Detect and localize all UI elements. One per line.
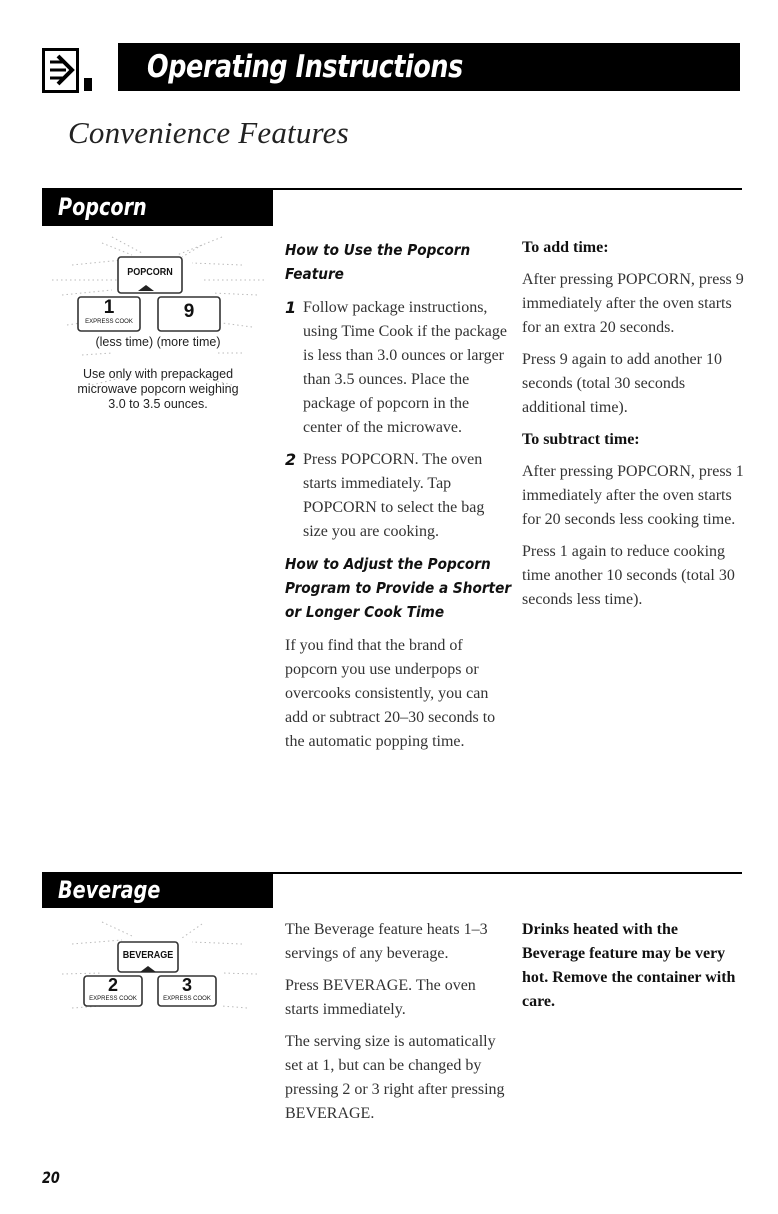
beverage-paragraph-3: The serving size is automatically set at 1, but can be changed by pressing 2 or 3 right after pressing BEVERAGE. [285, 1033, 505, 1122]
popcorn-step-1 [285, 296, 507, 440]
beverage-key: BEVERAGE [122, 950, 174, 961]
popcorn-column-2 [522, 236, 744, 620]
page-header-title: Operating Instructions [147, 49, 463, 85]
popcorn-key-caption: (less time) (more time) [95, 335, 221, 349]
beverage-column-2 [522, 918, 744, 1014]
beverage-section-title: Beverage [58, 876, 161, 904]
step-text: Follow package instructions, using Time Cook if the package is less than 3.0 ounces or larger than 3.5 ounces. Place the package of popcorn in the center of the microwave. [303, 299, 507, 436]
add-time-heading: To add time: [522, 239, 609, 256]
beverage-section-rule [273, 872, 742, 874]
beverage-warning: Drinks heated with the Beverage feature may be very hot. Remove the container with care. [522, 921, 736, 1010]
page-subtitle: Convenience Features [68, 115, 349, 150]
step-text: Press POPCORN. The oven starts immediately. Tap POPCORN to select the bag size you are cooking. [303, 451, 485, 540]
popcorn-adjust-paragraph: If you find that the brand of popcorn you use underpops or overcooks consistently, you can add or subtract 20–30 seconds to the automatic popping time. [285, 637, 496, 750]
add-time-paragraph-2: Press 9 again to add another 10 seconds (total 30 seconds additional time). [522, 351, 722, 416]
subtract-time-heading: To subtract time: [522, 431, 640, 448]
key-1: 1 [103, 297, 115, 318]
key-3: 3 [181, 975, 192, 995]
key-2: 2 [107, 975, 118, 995]
popcorn-note-line-2: microwave popcorn weighing [77, 382, 239, 396]
popcorn-how-to-heading-line-2: Feature [285, 265, 344, 283]
key-3-express-cook-label: EXPRESS COOK [163, 996, 211, 1002]
popcorn-step-2 [285, 448, 507, 544]
key-9: 9 [183, 301, 195, 322]
page-number: 20 [42, 1168, 60, 1187]
popcorn-note-line-1: Use only with prepackaged [82, 367, 234, 381]
beverage-column-1 [285, 918, 507, 1134]
step-number: 1 [285, 298, 297, 317]
subtract-time-paragraph-1: After pressing POPCORN, press 1 immediately after the oven starts for 20 seconds less cooking time. [522, 463, 744, 528]
step-number: 2 [285, 450, 297, 469]
popcorn-column-1 [285, 238, 512, 762]
popcorn-note-line-3: 3.0 to 3.5 ounces. [108, 397, 208, 411]
popcorn-adjust-heading-line-2: Program to Provide a Shorter [285, 579, 512, 597]
manual-section-icon [42, 48, 94, 94]
key-1-express-cook-label: EXPRESS COOK [85, 319, 133, 325]
add-time-paragraph-1: After pressing POPCORN, press 9 immediately after the oven starts for an extra 20 seconds. [522, 271, 744, 336]
subtract-time-paragraph-2: Press 1 again to reduce cooking time another 10 seconds (total 30 seconds less time). [522, 543, 735, 608]
popcorn-how-to-heading-line-1: How to Use the Popcorn [285, 241, 471, 259]
beverage-paragraph-2: Press BEVERAGE. The oven starts immediately. [285, 977, 476, 1018]
popcorn-key: POPCORN [127, 267, 173, 278]
popcorn-adjust-heading-line-3: or Longer Cook Time [285, 603, 445, 621]
popcorn-section-rule [273, 188, 742, 190]
popcorn-adjust-heading-line-1: How to Adjust the Popcorn [285, 555, 491, 573]
beverage-paragraph-1: The Beverage feature heats 1–3 servings of any beverage. [285, 921, 488, 962]
key-2-express-cook-label: EXPRESS COOK [89, 996, 137, 1002]
popcorn-keypad-illustration [42, 235, 274, 415]
beverage-keypad-illustration [42, 918, 274, 1028]
popcorn-section-title: Popcorn [58, 193, 147, 221]
